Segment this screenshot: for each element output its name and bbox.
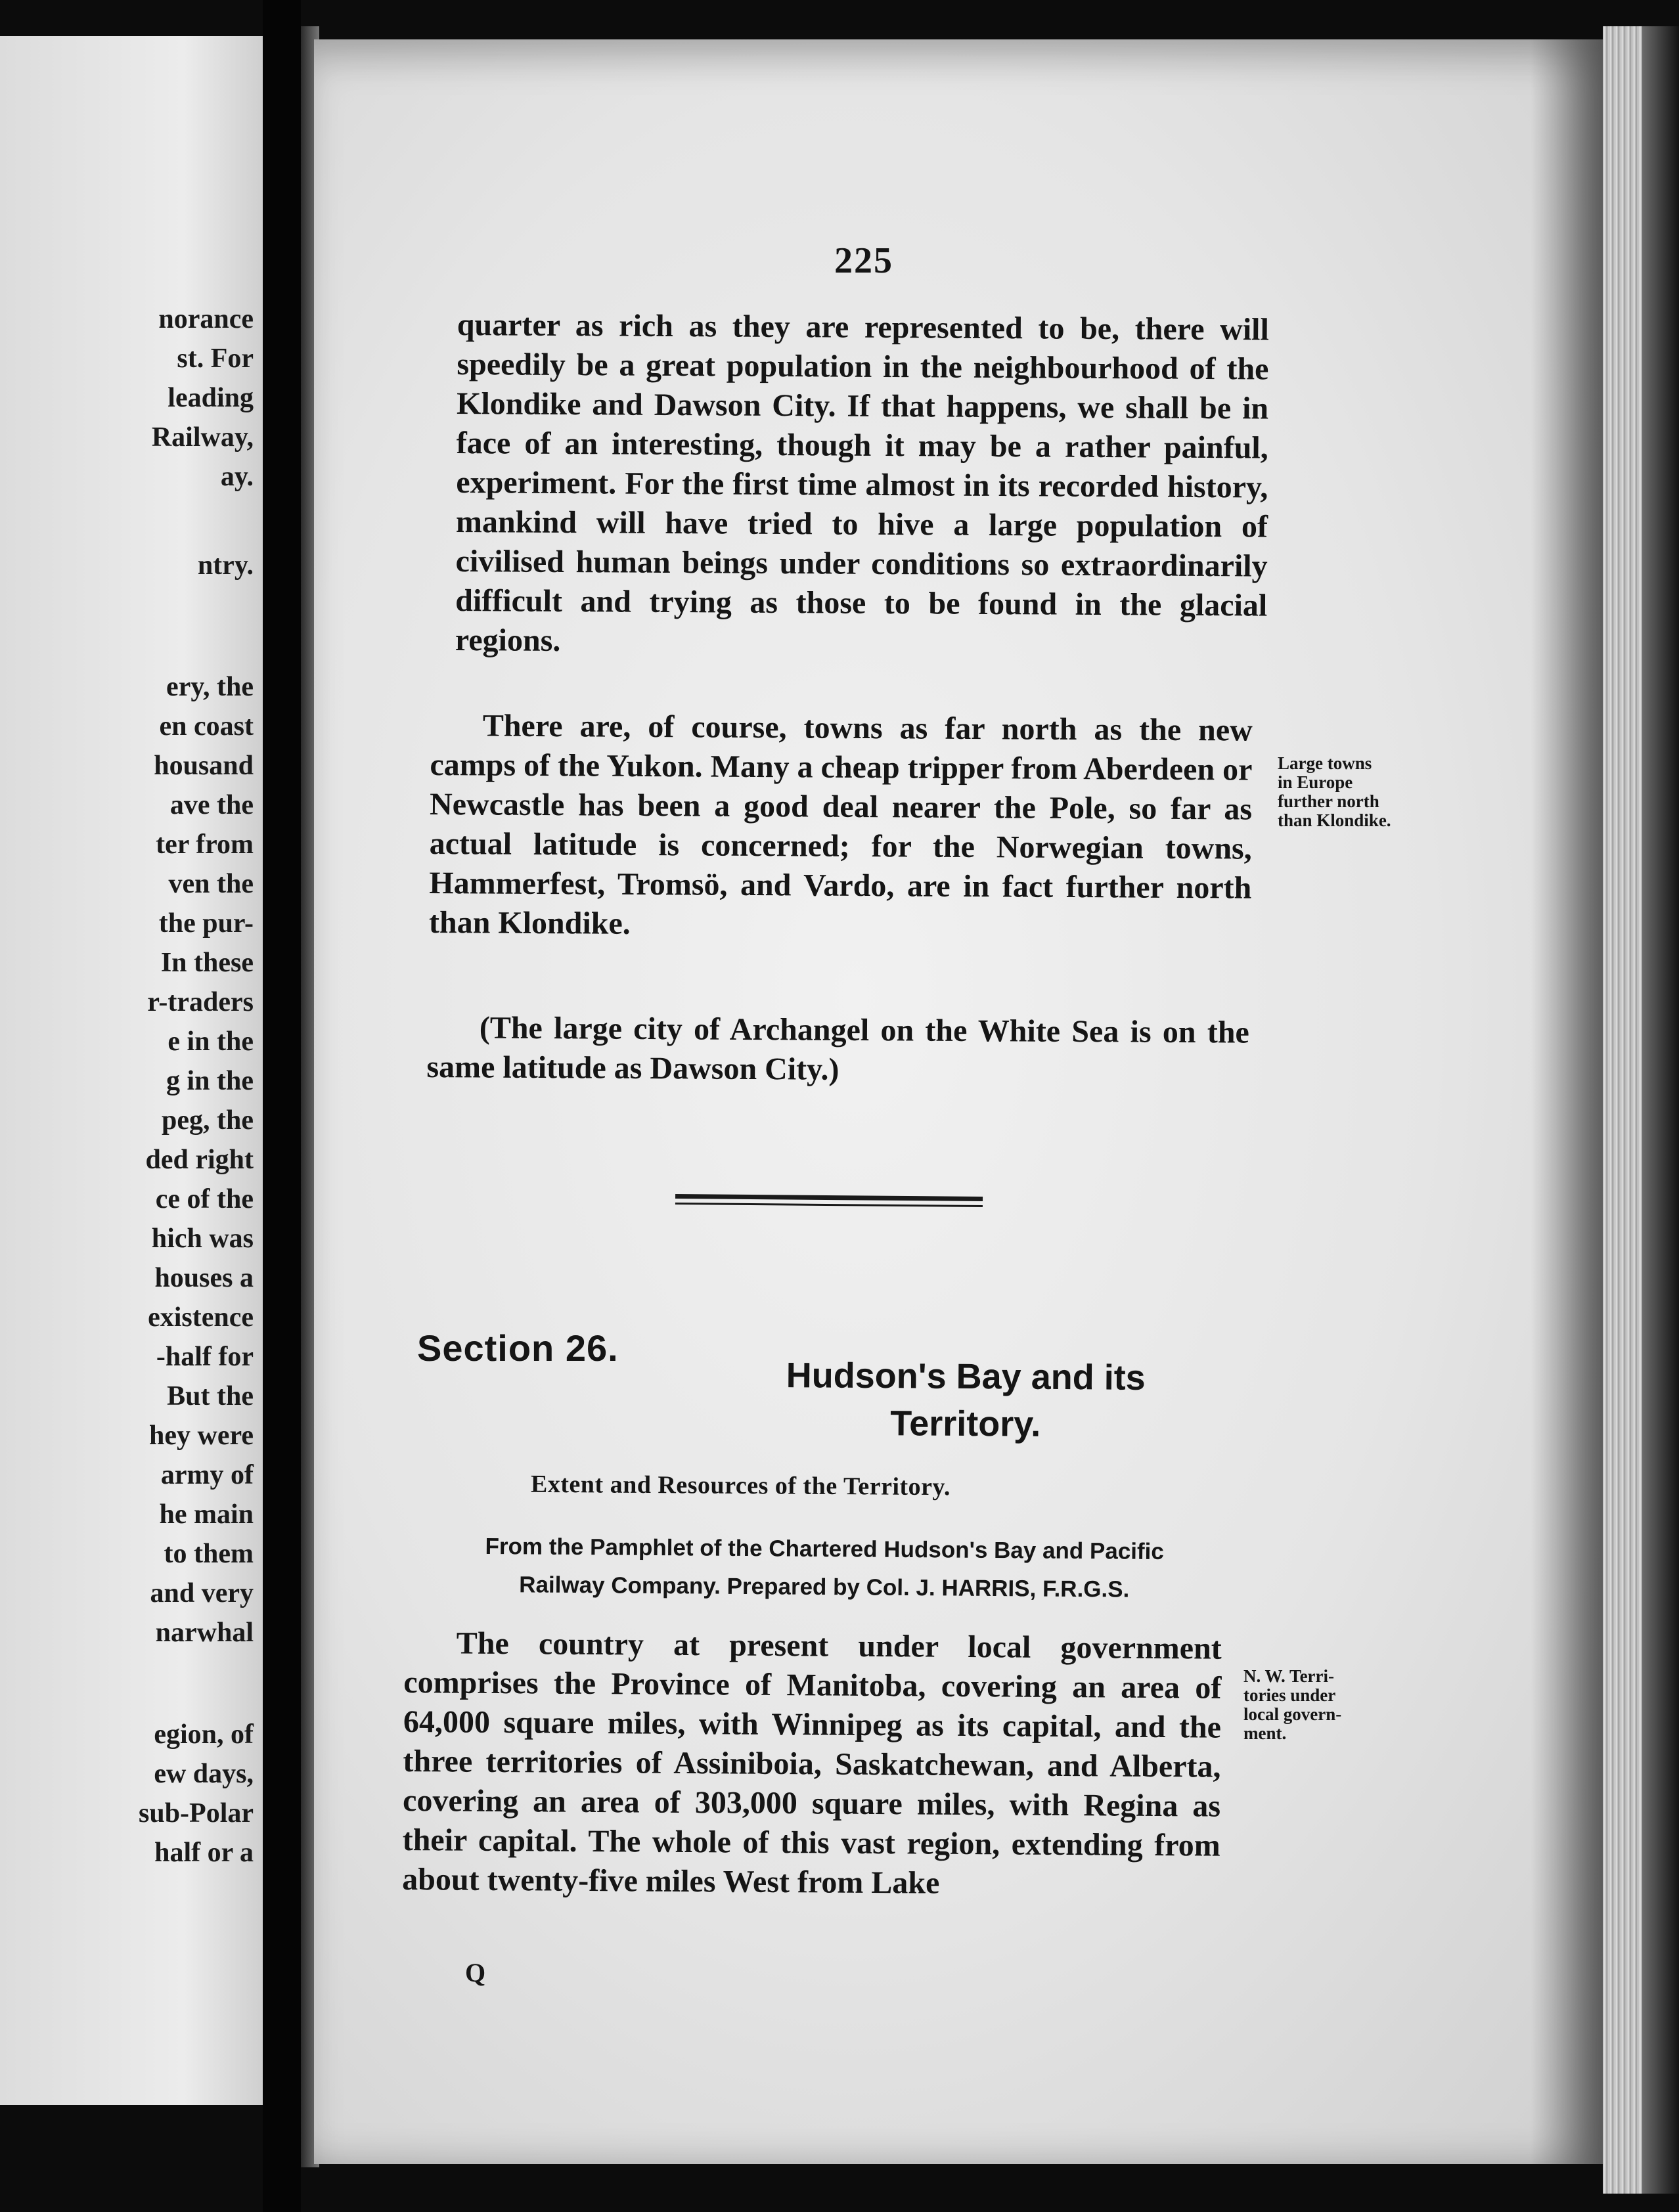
- previous-page-line: to them: [164, 1539, 254, 1569]
- book-gutter: [263, 0, 301, 2212]
- previous-page-line: ave the: [169, 790, 254, 820]
- previous-page-line: existence: [148, 1302, 254, 1333]
- previous-page-line: en coast: [159, 711, 254, 741]
- previous-page-line: hich was: [151, 1224, 254, 1254]
- previous-page-line: narwhal: [155, 1618, 254, 1648]
- previous-page-line: r-traders: [147, 987, 254, 1017]
- section-title: Hudson's Bay and its Territory.: [786, 1356, 1146, 1444]
- previous-page-line: sub-Polar: [138, 1798, 254, 1828]
- previous-page-line: ay.: [220, 462, 254, 492]
- previous-page-line: e in the: [168, 1027, 254, 1057]
- previous-page-line: the pur-: [158, 908, 254, 939]
- paragraph-block: [426, 1008, 1249, 1092]
- margin-note: Large towns in Europe further north than Klondike.: [1278, 753, 1391, 830]
- page-shadow: [1531, 39, 1603, 2164]
- printer-signature-mark: Q: [465, 1958, 486, 1987]
- page-number: 225: [834, 240, 893, 281]
- paragraph-block: [429, 706, 1253, 948]
- paragraph: (The large city of Archangel on the White Sea is on the same latitude as Dawson City.): [426, 1010, 1249, 1087]
- previous-page-line: he main: [159, 1499, 254, 1530]
- previous-page-line: egion, of: [154, 1719, 254, 1750]
- previous-page-line: and very: [150, 1578, 254, 1608]
- previous-page-line: ven the: [168, 869, 254, 899]
- section-subheading: Extent and Resources of the Territory.: [530, 1470, 951, 1501]
- previous-page-line: In these: [160, 948, 254, 978]
- previous-page-line: army of: [160, 1460, 254, 1490]
- paragraph: The country at present under local government comprises the Province of Manitoba, covering an area of 64,000 square miles, with Winnipeg as its capital, and the three territories of Assiniboia, Saskatchewan, and Alberta, covering an area of 303,000 square miles, with Regina as their capital. The whole of this vast region, extending from about twenty-five miles West from Lake: [402, 1626, 1222, 1901]
- section-label: Section 26.: [417, 1327, 619, 1369]
- paragraph: quarter as rich as they are represented to be, there will speedily be a great population in the neighbourhood of the Klondike and Dawson City. If that happens, we shall be in face of an interesting, though it may be a rather painful, experiment. For the first time almost in its recorded history, mankind will have tried to hive a large population of civilised human beings under conditions so extraordinarily difficult and trying as those to be found in the glacial regions.: [455, 307, 1269, 658]
- previous-page-line: But the: [167, 1381, 254, 1411]
- margin-note: N. W. Terri- tories under local govern- ment.: [1243, 1666, 1342, 1743]
- previous-page-line: norance: [158, 304, 254, 334]
- previous-page-line: ter from: [156, 830, 254, 860]
- previous-page-line: houses a: [154, 1263, 254, 1293]
- previous-page-line: -half for: [156, 1342, 254, 1372]
- paragraph-block: [455, 305, 1269, 665]
- previous-page-line: ntry.: [197, 550, 254, 581]
- paragraph: There are, of course, towns as far north as the new camps of the Yukon. Many a cheap tripper from Aberdeen or Newcastle has been a good deal nearer the Pole, so far as actual latitude is concerned; for the Norwegian towns, Hammerfest, Tromsö, and Vardo, are in fact further north than Klondike.: [428, 708, 1253, 941]
- previous-page-line: ded right: [145, 1145, 254, 1175]
- previous-page-line: leading: [168, 383, 254, 413]
- paragraph-block: [402, 1624, 1222, 1905]
- previous-page-line: st. For: [177, 343, 254, 374]
- previous-page-line: peg, the: [162, 1105, 254, 1136]
- previous-page-line: housand: [154, 751, 254, 781]
- page-edges-shadow: [1642, 26, 1679, 2194]
- previous-page-line: hey were: [149, 1421, 254, 1451]
- previous-page-line: Railway,: [151, 422, 254, 453]
- previous-page-line: ery, the: [166, 672, 254, 702]
- source-citation: From the Pamphlet of the Chartered Hudson's Bay and Pacific Railway Company. Prepared by Col. J. HARRIS, F.R.G.S.: [485, 1533, 1164, 1603]
- previous-page-line: ce of the: [155, 1184, 254, 1214]
- previous-page-fragment: [0, 36, 263, 2105]
- previous-page-line: g in the: [166, 1066, 254, 1096]
- previous-page-line: ew days,: [154, 1759, 254, 1789]
- previous-page-line: half or a: [154, 1838, 254, 1868]
